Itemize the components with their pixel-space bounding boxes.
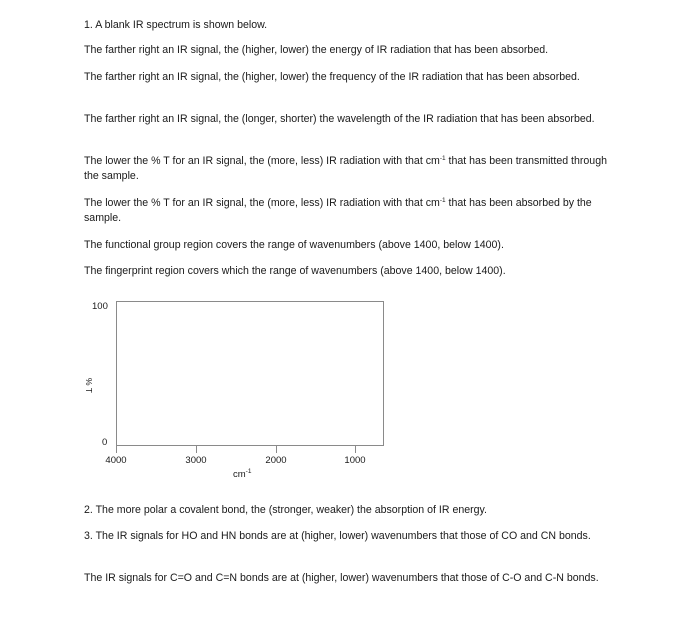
q1-line-transmitted xyxy=(84,154,624,184)
x-tick-3000: 3000 xyxy=(185,455,207,466)
q1-line-frequency: The farther right an IR signal, the (higher, lower) the frequency of the IR radiation that has been absorbed. xyxy=(84,71,580,83)
q1-line-functional-group: The functional group region covers the range of wavenumbers (above 1400, below 1400). xyxy=(84,239,504,251)
x-tick-mark-4000 xyxy=(116,445,117,453)
y-tick-0: 0 xyxy=(102,437,108,448)
x-tick-4000: 4000 xyxy=(105,455,127,466)
x-axis-label-text: cm xyxy=(233,469,246,480)
x-tick-mark-1000 xyxy=(355,445,356,453)
q1-line-fingerprint: The fingerprint region covers which the range of wavenumbers (above 1400, below 1400). xyxy=(84,265,506,277)
q2: 2. The more polar a covalent bond, the (stronger, weaker) the absorption of IR energy. xyxy=(84,504,487,516)
q1-line-transmitted-head: The lower the % T for an IR signal, the (more, less) IR radiation with that cm xyxy=(84,155,440,167)
superscript: -1 xyxy=(439,155,446,162)
ir-spectrum-plot-area xyxy=(116,301,384,446)
y-axis-label: % T xyxy=(84,378,94,393)
y-tick-100: 100 xyxy=(92,301,108,312)
q1-line-absorbed xyxy=(84,196,624,226)
q1-line-energy: The farther right an IR signal, the (higher, lower) the energy of IR radiation that has been absorbed. xyxy=(84,44,549,56)
q1-line-transmitted-tail: that has been transmitted through the sample. xyxy=(84,155,607,182)
q1-line-absorbed-head: The lower the % T for an IR signal, the (more, less) IR radiation with that cm xyxy=(84,197,440,209)
q1-line-absorbed-tail: that has been absorbed by the sample. xyxy=(84,197,592,224)
x-tick-2000: 2000 xyxy=(265,455,287,466)
x-axis-label xyxy=(233,469,251,480)
x-tick-mark-2000 xyxy=(276,445,277,453)
x-tick-mark-3000 xyxy=(196,445,197,453)
q3: 3. The IR signals for HO and HN bonds are at (higher, lower) wavenumbers that those of CO and CN bonds. xyxy=(84,530,591,542)
q3-followup: The IR signals for C=O and C=N bonds are at (higher, lower) wavenumbers that those of C-O and C-N bonds. xyxy=(84,572,599,584)
superscript: -1 xyxy=(439,197,446,204)
q1-line-wavelength: The farther right an IR signal, the (longer, shorter) the wavelength of the IR radiation that has been absorbed. xyxy=(84,113,595,125)
x-axis-label-superscript: -1 xyxy=(245,468,252,475)
q1-title: 1. A blank IR spectrum is shown below. xyxy=(84,19,268,31)
x-tick-1000: 1000 xyxy=(344,455,366,466)
